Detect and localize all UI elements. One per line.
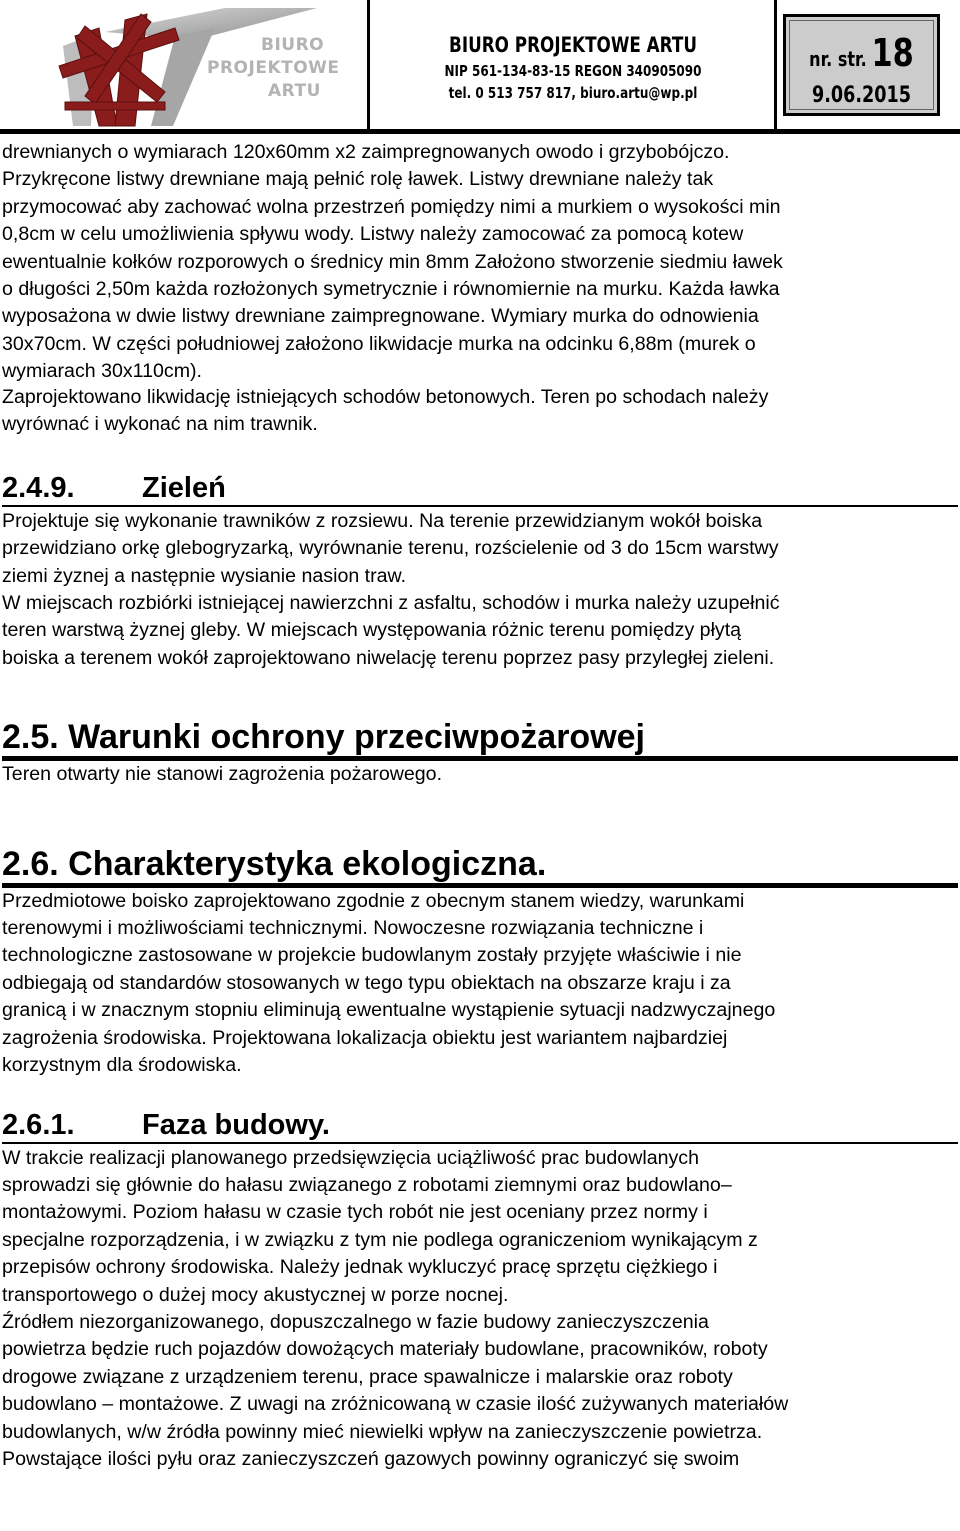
text-line: Teren otwarty nie stanowi zagrożenia pożarowego. <box>2 763 443 786</box>
construction-paragraph-1 <box>2 1145 958 1309</box>
text-line: 0,8cm w celu umożliwienia spływu wody. Listwy należy zamocować za pomocą kotew <box>2 223 744 246</box>
text-line: terenowymi i możliwościami technicznymi. Nowoczesne rozwiązania techniczne i <box>2 917 704 940</box>
greenery-paragraph-1 <box>2 508 958 590</box>
text-line: 30x70cm. W części południowej założono likwidacje murka na odcinku 6,88m (murek o <box>2 332 756 355</box>
section-heading-2-5: 2.5. Warunki ochrony przeciwpożarowej <box>2 718 958 761</box>
text-line: budowlanych, w/w źródła powinny mieć niewielki wpływ na zanieczyszczenie powietrza. <box>2 1420 763 1443</box>
construction-paragraph-2 <box>2 1309 958 1473</box>
page-number-row <box>801 31 922 75</box>
text-line: zagrożenia środowiska. Projektowana lokalizacja obiektu jest wariantem najbardziej <box>2 1026 728 1049</box>
text-line: odbiegają od standardów stosowanych w tego typu obiektach na obszarze kraju i za <box>2 971 731 994</box>
text-line: korzystnym dla środowiska. <box>2 1054 242 1077</box>
ecology-paragraph <box>2 888 958 1080</box>
logo-wordmark <box>195 34 340 103</box>
text-line: przewidziano orkę glebogryzarką, wyrównanie terenu, rozścielenie od 3 do 15cm warstwy <box>2 537 779 560</box>
logo-line-3: ARTU <box>268 81 321 101</box>
text-line: ziemi żyznej a następnie wysianie nasion traw. <box>2 564 407 587</box>
section-heading-2-4-9 <box>2 471 958 507</box>
document-date: 9.06.2015 <box>811 83 912 108</box>
section-number: 2.6.1. <box>2 1108 75 1141</box>
text-line: Powstające ilości pyłu oraz zanieczyszczeń gazowych powinny ograniczyć się swoim <box>2 1447 740 1470</box>
text-line: ewentualnie kołków rozporowych o średnicy min 8mm Założono stworzenie siedmiu ławek <box>2 250 783 273</box>
fire-safety-paragraph <box>2 761 958 788</box>
text-line: montażowymi. Poziom hałasu w czasie tych robót nie jest oceniany przez normy i <box>2 1201 708 1224</box>
text-line: transportowego o dużej mocy akustycznej w porze nocnej. <box>2 1283 509 1306</box>
text-line: przymocować aby zachować wolna przestrzeń pomiędzy nimi a murkiem o wysokości min <box>2 195 781 218</box>
logo-line-2: PROJEKTOWE <box>207 58 340 78</box>
text-line: wyrównać i wykonać na nim trawnik. <box>2 413 318 436</box>
page-number-box <box>783 14 940 116</box>
text-line: wyposażona w dwie listwy drewniane zaimpregnowane. Wymiary murka do odnowienia <box>2 305 759 328</box>
page-content <box>2 139 958 1473</box>
text-line: przepisów ochrony środowiska. Należy jednak wykluczyć pracę sprzętu ciężkiego i <box>2 1256 718 1279</box>
section-title: Faza budowy. <box>142 1108 330 1141</box>
text-line: o długości 2,50m każda rozłożonych symetrycznie i równomiernie na murku. Każda ławka <box>2 278 780 301</box>
page-header <box>0 0 960 134</box>
header-divider-right <box>774 0 777 130</box>
text-line: Projektuje się wykonanie trawników z rozsiewu. Na terenie przewidzianym wokół boiska <box>2 509 763 532</box>
header-bottom-rule <box>0 129 960 134</box>
header-divider-left <box>367 0 370 130</box>
text-line: budowlano – montażowe. Z uwagi na zróżnicowaną w czasie ilość zużywanych materiałów <box>2 1393 789 1416</box>
section-number: 2.4.9. <box>2 471 75 504</box>
greenery-paragraph-2 <box>2 590 958 672</box>
page-label: nr. str. <box>809 47 867 71</box>
section-heading-2-6-1 <box>2 1108 958 1144</box>
text-line: Przedmiotowe boisko zaprojektowano zgodnie z obecnym stanem wiedzy, warunkami <box>2 889 745 912</box>
text-line: Przykręcone listwy drewniane mają pełnić rolę ławek. Listwy drewniane należy tak <box>2 168 714 191</box>
company-name: BIURO PROJEKTOWE ARTU <box>449 33 697 57</box>
text-line: sprowadzi się głównie do hałasu związanego z robotami ziemnymi oraz budowlano– <box>2 1173 732 1196</box>
text-line: Źródłem niezorganizowanego, dopuszczalnego w fazie budowy zanieczyszczenia <box>2 1310 709 1333</box>
text-line: granicą i w znacznym stopniu eliminują ewentualne wystąpienie sytuacji nadzwyczajnego <box>2 999 776 1022</box>
text-line: drewnianych o wymiarach 120x60mm x2 zaimpregnowanych owodo i grzybobójczo. <box>2 141 730 163</box>
company-info <box>372 30 774 104</box>
text-line: technologiczne zastosowane w projekcie budowlanym zostały przyjęte właściwie i nie <box>2 944 742 967</box>
section-title: Zieleń <box>142 471 226 504</box>
stairs-paragraph <box>2 384 958 439</box>
text-line: W trakcie realizacji planowanego przedsięwzięcia uciążliwość prac budowlanych <box>2 1146 699 1169</box>
text-line: wymiarach 30x110cm). <box>2 360 202 383</box>
section-heading-2-6: 2.6. Charakterystyka ekologiczna. <box>2 845 958 888</box>
text-line: powietrza będzie ruch pojazdów dowożących materiały budowlane, pracowników, roboty <box>2 1338 768 1361</box>
text-line: specjalne rozporządzenia, i w związku z tym nie podlega ograniczeniom wynikającym z <box>2 1228 758 1251</box>
company-contact: tel. 0 513 757 817, biuro.artu@wp.pl <box>448 84 698 102</box>
page-number: 18 <box>871 31 914 75</box>
company-ids: NIP 561-134-83-15 REGON 340905090 <box>444 62 702 80</box>
text-line: W miejscach rozbiórki istniejącej nawierzchni z asfaltu, schodów i murka należy uzupełnić <box>2 592 780 615</box>
text-line: Zaprojektowano likwidację istniejących schodów betonowych. Teren po schodach należy <box>2 386 769 408</box>
text-line: drogowe związane z urządzeniem terenu, prace spawalnicze i malarskie oraz roboty <box>2 1365 733 1388</box>
company-logo <box>0 0 370 130</box>
text-line: boiska a terenem wokół zaprojektowano niwelację terenu poprzez pasy przyległej zieleni. <box>2 646 775 669</box>
logo-line-1: BIURO <box>261 35 325 55</box>
intro-paragraph <box>2 139 958 384</box>
text-line: teren warstwą żyznej gleby. W miejscach występowania różnic terenu pomiędzy płytą <box>2 619 742 642</box>
